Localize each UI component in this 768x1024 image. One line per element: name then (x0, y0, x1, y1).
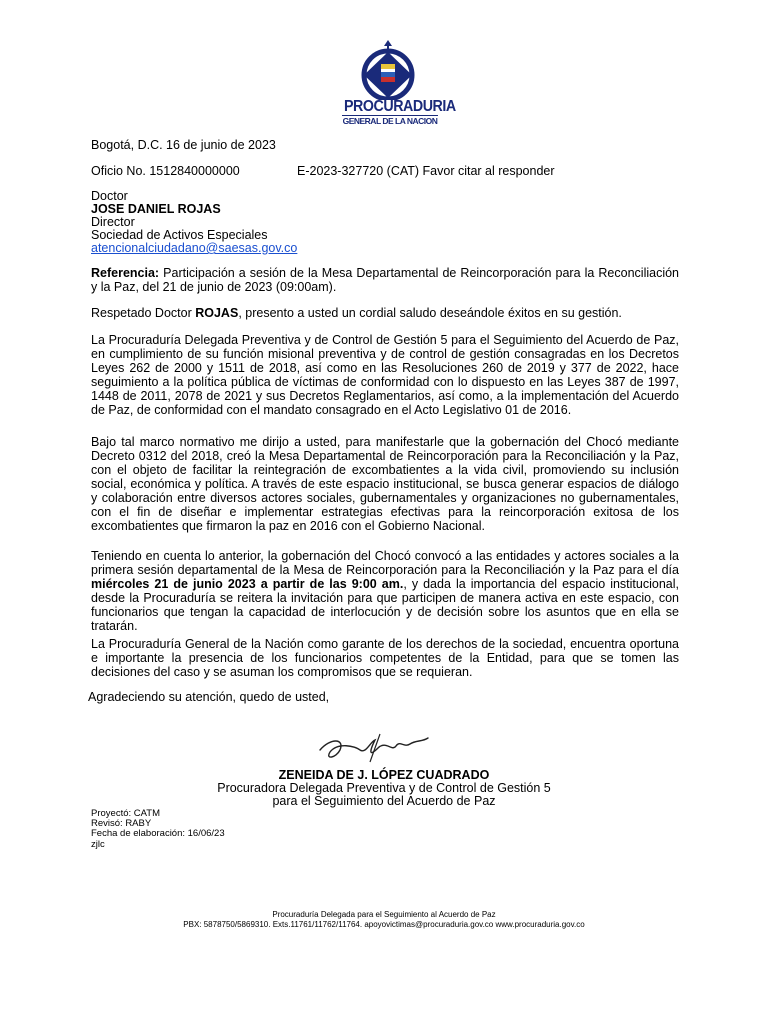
meta-proyecto: Proyectó: CATM (91, 808, 160, 819)
radicado-number: E-2023-327720 (CAT) Favor citar al responder (297, 164, 555, 178)
signer-name: ZENEIDA DE J. LÓPEZ CUADRADO (278, 768, 490, 782)
body-paragraph-4: La Procuraduría General de la Nación como garante de los derechos de la sociedad, encuentra oportuna e importante la presencia de los funcionarios competentes de la Entidad, para que se tomen las decisiones del caso y se asuman los compromisos que se requieran. (91, 637, 679, 679)
reference-label: Referencia: (91, 266, 160, 280)
logo-subname: GENERAL DE LA NACION (342, 116, 438, 126)
body-paragraph-3-a: Teniendo en cuenta lo anterior, la gobernación del Chocó convocó a las entidades y actores sociales a la primera sesión departamental de la Mesa de Reincorporación para la Reconciliación y la Paz para el día (91, 549, 679, 577)
oficio-number: Oficio No. 1512840000000 (91, 164, 240, 178)
handwritten-signature (300, 728, 450, 768)
recipient-role: Director (91, 215, 135, 229)
meta-reviso: Revisó: RABY (91, 818, 152, 829)
reference-paragraph (91, 266, 679, 294)
body-paragraph-2: Bajo tal marco normativo me dirijo a usted, para manifestarle que la gobernación del Chocó mediante Decreto 0312 del 2018, creó la Mesa Departamental de Reincorporación para la Reconciliación y la Paz, con el objeto de facilitar la reintegración de excombatientes a la vida civil, promoviendo su inclusión social, económica y política. A través de este espacio institucional, se busca generar espacios de diálogo y colaboración entre diversos actores sociales, gubernamentales y organizaciones no gubernamentales, con el fin de diseñar e implementar estrategias efectivas para la reincorporación exitosa de los excombatientes que firmaron la paz en 2016 con el Gobierno Nacional. (91, 435, 679, 533)
body-paragraph-3 (91, 549, 679, 633)
coat-of-arms-icon (338, 40, 438, 100)
meta-initials: zjlc (91, 839, 105, 850)
body-paragraph-3-c: , y dada la importancia del espacio institucional, desde la Procuraduría se reitera la invitación para que participen de manera activa en este espacio, con funcionarios que tengan la capacidad de interlocución y de decisión sobre los asuntos que en ella se tratarán. (91, 577, 679, 633)
body-paragraph-1: La Procuraduría Delegada Preventiva y de Control de Gestión 5 para el Seguimiento del Acuerdo de Paz, en cumplimiento de su función misional preventiva y de control de gestión consagradas en los Decretos Leyes 262 de 2000 y 1511 de 2018, así como en las Resoluciones 260 de 2019 y 377 de 2022, hace seguimiento a la política pública de víctimas de conformidad con lo dispuesto en las Leyes 387 de 1997, 1448 de 2011, 2078 de 2021 y sus Decretos Reglamentarios, así como, a la implementación del Acuerdo de Paz, de conformidad con el mandato consagrado en el Acto Legislativo 01 de 2016. (91, 333, 679, 417)
meta-fecha: Fecha de elaboración: 16/06/23 (91, 828, 225, 839)
recipient-email-link[interactable]: atencionalciudadano@saesas.gov.co (91, 241, 298, 255)
footer-line2: PBX: 5878750/5869310. Exts.11761/11762/11764. apoyovictimas@procuraduria.gov.co www.procuraduria.gov.co (183, 920, 585, 929)
logo-name: PROCURADURIA (344, 98, 456, 115)
body-paragraph-3-date: miércoles 21 de junio 2023 a partir de las 9:00 am. (91, 577, 404, 591)
closing-line: Agradeciendo su atención, quedo de usted, (88, 690, 330, 704)
signer-title-line2: para el Seguimiento del Acuerdo de Paz (272, 794, 496, 808)
signer-title-line1: Procuradora Delegada Preventiva y de Control de Gestión 5 (217, 781, 551, 795)
procuraduria-logo (338, 40, 456, 128)
greeting-paragraph (91, 306, 679, 320)
greeting-name: ROJAS (195, 306, 239, 320)
greeting-pre: Respetado Doctor (91, 306, 196, 320)
recipient-org: Sociedad de Activos Especiales (91, 228, 268, 242)
footer-line1: Procuraduría Delegada para el Seguimiento al Acuerdo de Paz (272, 910, 496, 919)
recipient-name: JOSE DANIEL ROJAS (91, 202, 221, 216)
greeting-post: , presento a usted un cordial saludo deseándole éxitos en su gestión. (238, 306, 622, 320)
reference-text: Participación a sesión de la Mesa Departamental de Reincorporación para la Reconciliación y la Paz, del 21 de junio de 2023 (09:00am). (91, 266, 679, 294)
place-date: Bogotá, D.C. 16 de junio de 2023 (91, 138, 276, 152)
recipient-salutation: Doctor (91, 189, 128, 203)
